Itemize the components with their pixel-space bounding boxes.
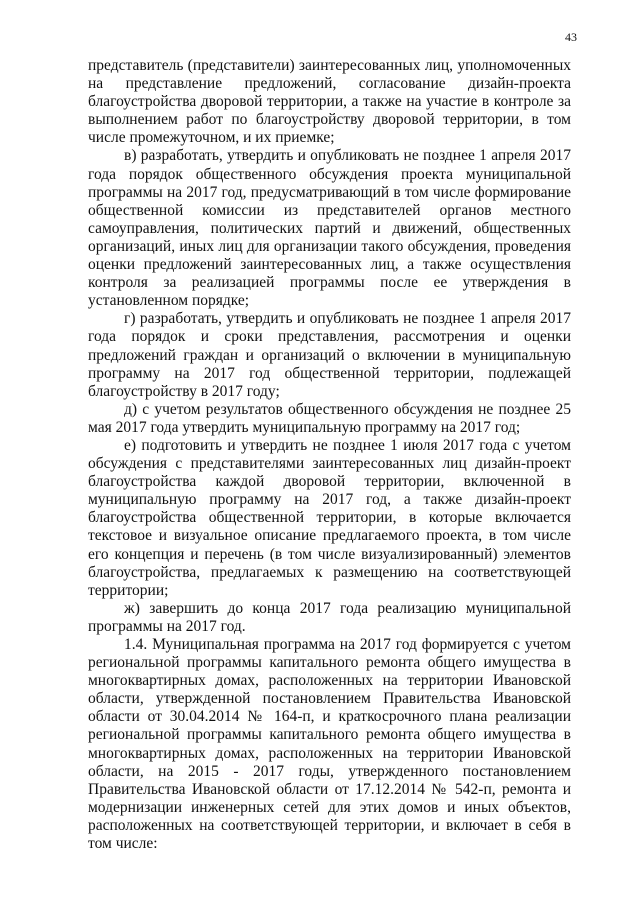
paragraph-item-d: д) с учетом результатов общественного обсуждения не позднее 25 мая 2017 года утвердить муниципальную программу на 2017 год; bbox=[88, 400, 571, 436]
document-body bbox=[88, 57, 571, 853]
paragraph-item-e: е) подготовить и утвердить не позднее 1 июля 2017 года с учетом обсуждения с представителями заинтересованных лиц дизайн-проект благоустройства каждой дворовой территории, включенной в муниципальную программу на 2017 год, а также дизайн-проект благоустройства общественной территории, в которые включается текстовое и визуальное описание предлагаемого проекта, в том числе его концепция и перечень (в том числе визуализированный) элементов благоустройства, предлагаемых к размещению на соответствующей территории; bbox=[88, 436, 571, 599]
paragraph-item-g: г) разработать, утвердить и опубликовать не позднее 1 апреля 2017 года порядок и сроки представления, рассмотрения и оценки предложений граждан и организаций о включении в муниципальную программу на 2017 год общественной территории, подлежащей благоустройству в 2017 году; bbox=[88, 310, 571, 400]
page-number: 43 bbox=[565, 30, 577, 44]
paragraph-item-zh: ж) завершить до конца 2017 года реализацию муниципальной программы на 2017 год. bbox=[88, 599, 571, 635]
paragraph-section-1-4: 1.4. Муниципальная программа на 2017 год формируется с учетом региональной программы капитального ремонта общего имущества в многоквартирных домах, расположенных на территории Ивановской области, утвержденной постановлением Правительства Ивановской области от 30.04.2014 № 164-п, и краткосрочного плана реализации региональной программы капитального ремонта общего имущества в многоквартирных домах, расположенных на территории Ивановской области, на 2015 - 2017 годы, утвержденного постановлением Правительства Ивановской области от 17.12.2014 № 542-п, ремонта и модернизации инженерных сетей для этих домов и иных объектов, расположенных на соответствующей территории, и включает в себя в том числе: bbox=[88, 636, 571, 853]
paragraph-continuation: представитель (представители) заинтересованных лиц, уполномоченных на представление предложений, согласование дизайн-проекта благоустройства дворовой территории, а также на участие в контроле за выполнением работ по благоустройству дворовой территории, в том числе промежуточном, и их приемке; bbox=[88, 57, 571, 147]
paragraph-item-v: в) разработать, утвердить и опубликовать не позднее 1 апреля 2017 года порядок общественного обсуждения проекта муниципальной программы на 2017 год, предусматривающий в том числе формирование общественной комиссии из представителей органов местного самоуправления, политических партий и движений, общественных организаций, иных лиц для организации такого обсуждения, проведения оценки предложений заинтересованных лиц, а также осуществления контроля за реализацией программы после ее утверждения в установленном порядке; bbox=[88, 147, 571, 310]
